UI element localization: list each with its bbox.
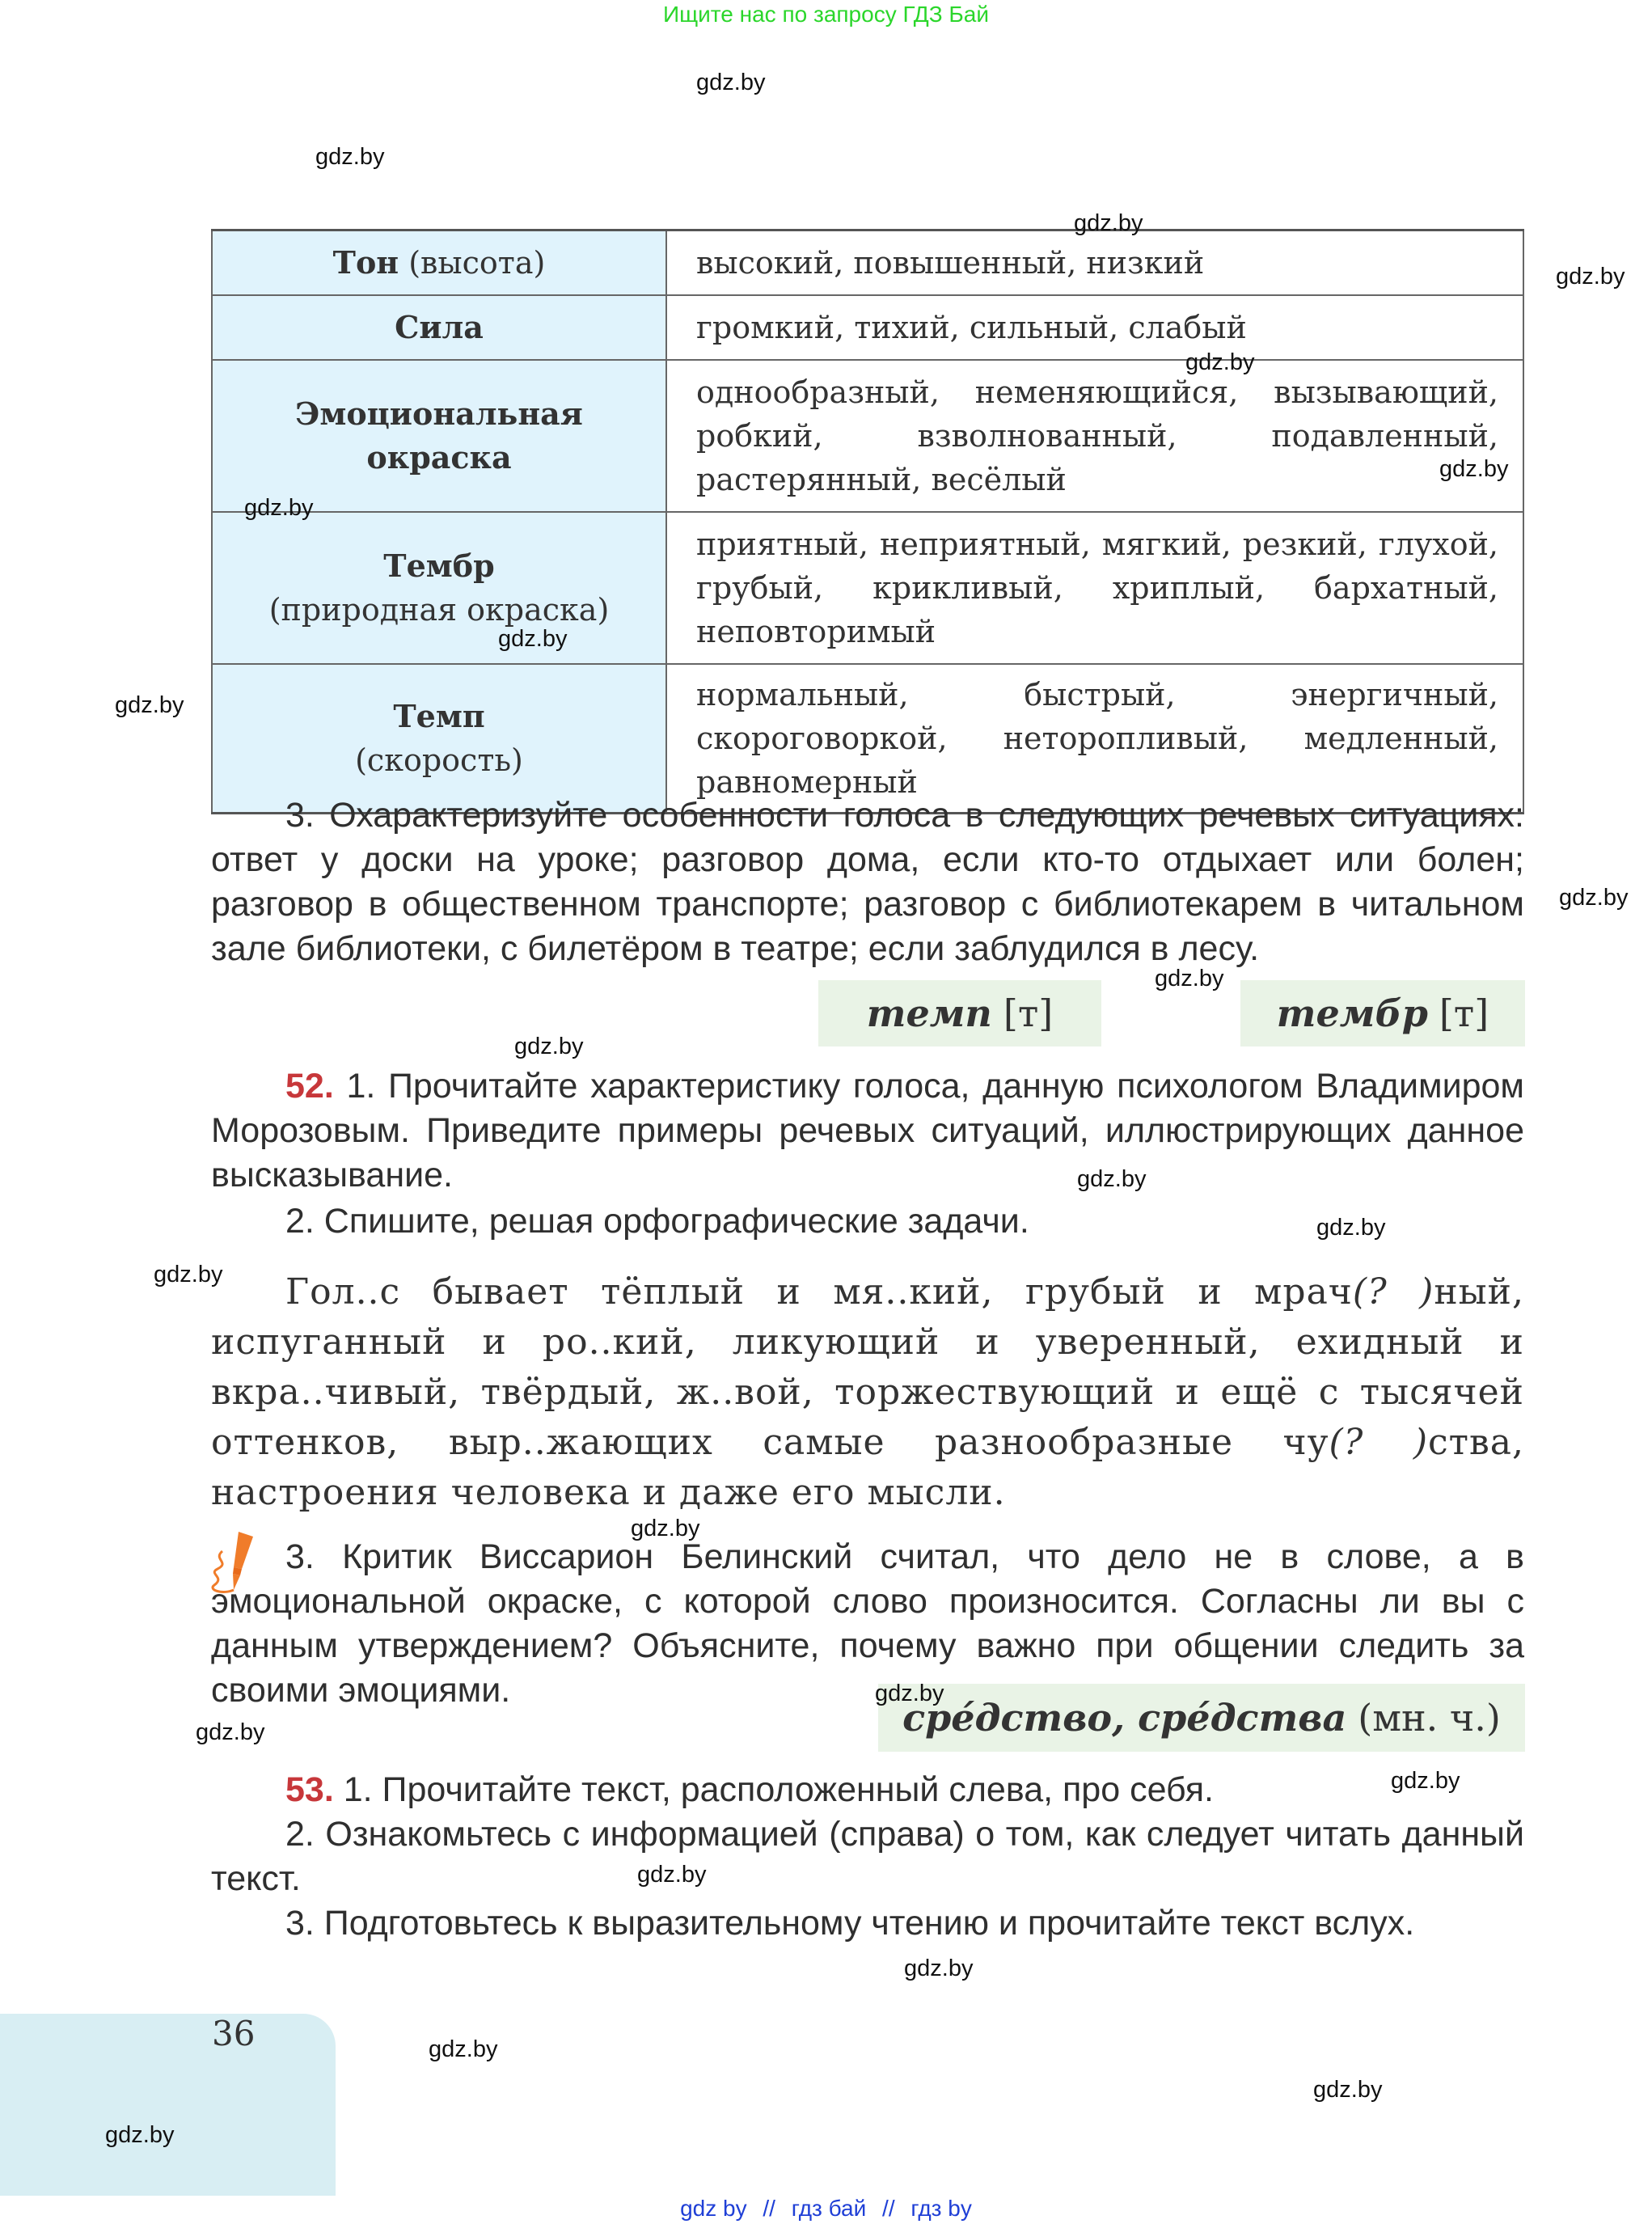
- exercise-52-text: Гол..с бывает тёплый и мя..кий, грубый и мрач(? )ный, испуганный и ро..кий, ликующий и уверенный, ехидный и вкра..чивый, твёрдый, ж..вой, торжествующий и ещё с тысячей оттенков, выр..жающих самые разнообразные чу(? )ства, настроения человека и даже его мысли.: [211, 1271, 1524, 1513]
- row-value: высокий, повышенный, низкий: [666, 230, 1523, 295]
- row-label: Тон (высота): [212, 230, 666, 295]
- row-label: Тембр (природная окраска): [212, 512, 666, 664]
- watermark: gdz.by: [904, 1956, 974, 1981]
- exercise-52-task-1: 52. 1. Прочитайте характеристику голоса, данную психологом Владимиром Морозовым. Приведите примеры речевых ситуаций, иллюстрирующих данное высказывание.: [211, 1067, 1524, 1194]
- footer-link-gdz-by-cyr[interactable]: гдз by: [911, 2196, 972, 2221]
- table-row: [212, 230, 1523, 295]
- table-row: [212, 295, 1523, 360]
- exercise-53-task-3: 3. Подготовьтесь к выразительному чтению и прочитайте текст вслух.: [285, 1904, 1415, 1943]
- footer-link-gdz-bai[interactable]: гдз бай: [791, 2196, 867, 2221]
- watermark: gdz.by: [196, 1719, 265, 1745]
- row-value: приятный, неприятный, мягкий, резкий, глухой, грубый, крикливый, хриплый, бархатный, неповторимый: [666, 512, 1523, 664]
- exercise-52-task-3: 3. Критик Виссарион Белинский считал, что дело не в слове, а в эмоциональной окраске, с которой слово произносится. Согласны ли вы с данным утверждением? Объясните, почему важно при общении следить за своими эмоциями.: [211, 1537, 1524, 1710]
- table-row: [212, 512, 1523, 664]
- watermark: gdz.by: [696, 70, 766, 95]
- watermark: gdz.by: [1556, 264, 1625, 290]
- watermark: gdz.by: [429, 2036, 498, 2062]
- table-row: [212, 360, 1523, 512]
- watermark: gdz.by: [1439, 456, 1509, 482]
- watermark: gdz.by: [498, 626, 568, 652]
- watermark: gdz.by: [315, 144, 385, 170]
- exercise-number: 53.: [285, 1770, 334, 1809]
- exercise-number: 52.: [285, 1067, 334, 1106]
- watermark: gdz.by: [1077, 1166, 1147, 1192]
- watermark: gdz.by: [1155, 966, 1224, 991]
- search-banner: Ищите нас по запросу ГДЗ Бай: [662, 2, 990, 27]
- footer-link-gdz-by[interactable]: gdz by: [680, 2196, 747, 2221]
- watermark: gdz.by: [514, 1034, 584, 1059]
- task-51-3: 3. Охарактеризуйте особенности голоса в следующих речевых ситуациях: ответ у доски на уроке; разговор дома, если кто-то отдыхает или болен; разговор в общественном транспорте; разговор с библиотекарем в читальном зале библиотеки, с билетёром в театре; если заблудился в лесу.: [211, 796, 1524, 968]
- row-label: Эмоциональная окраска: [212, 360, 666, 512]
- row-value: однообразный, неменяющийся, вызывающий, робкий, взволнованный, подавленный, растерянный, весёлый: [666, 360, 1523, 512]
- watermark: gdz.by: [244, 495, 314, 521]
- vocab-box-timbre: тембр [т]: [1240, 980, 1525, 1046]
- page-number: 36: [212, 2014, 256, 2053]
- page-tab: [0, 2014, 336, 2196]
- footer-separator: //: [882, 2196, 895, 2221]
- watermark: gdz.by: [1313, 2077, 1383, 2103]
- watermark: gdz.by: [637, 1862, 707, 1888]
- watermark: gdz.by: [115, 692, 184, 718]
- row-value: громкий, тихий, сильный, слабый: [666, 295, 1523, 360]
- vocab-box-tempo: темп [т]: [818, 980, 1101, 1046]
- vocab-box-sredstvo: сре́дство, сре́дства (мн. ч.): [878, 1684, 1525, 1752]
- footer-links: [0, 2196, 1652, 2222]
- table-row: [212, 664, 1523, 814]
- watermark: gdz.by: [875, 1681, 944, 1706]
- watermark: gdz.by: [631, 1516, 700, 1541]
- watermark: gdz.by: [105, 2122, 175, 2148]
- watermark: gdz.by: [1559, 885, 1629, 911]
- watermark: gdz.by: [1185, 349, 1255, 375]
- exercise-53-task-2: 2. Ознакомьтесь с информацией (справа) о том, как следует читать данный текст.: [211, 1815, 1524, 1898]
- watermark: gdz.by: [1391, 1768, 1460, 1794]
- row-label: Темп (скорость): [212, 664, 666, 814]
- row-label: Сила: [212, 295, 666, 360]
- watermark: gdz.by: [1074, 210, 1143, 236]
- exercise-52-task-2: 2. Спишите, решая орфографические задачи.: [285, 1202, 1029, 1241]
- footer-separator: //: [763, 2196, 775, 2221]
- row-value: нормальный, быстрый, энергичный, скороговоркой, неторопливый, медленный, равномерный: [666, 664, 1523, 814]
- watermark: gdz.by: [1316, 1215, 1386, 1241]
- watermark: gdz.by: [154, 1262, 223, 1287]
- exercise-53-task-1: 53. 1. Прочитайте текст, расположенный слева, про себя.: [285, 1770, 1214, 1809]
- voice-characteristics-table: [211, 229, 1524, 814]
